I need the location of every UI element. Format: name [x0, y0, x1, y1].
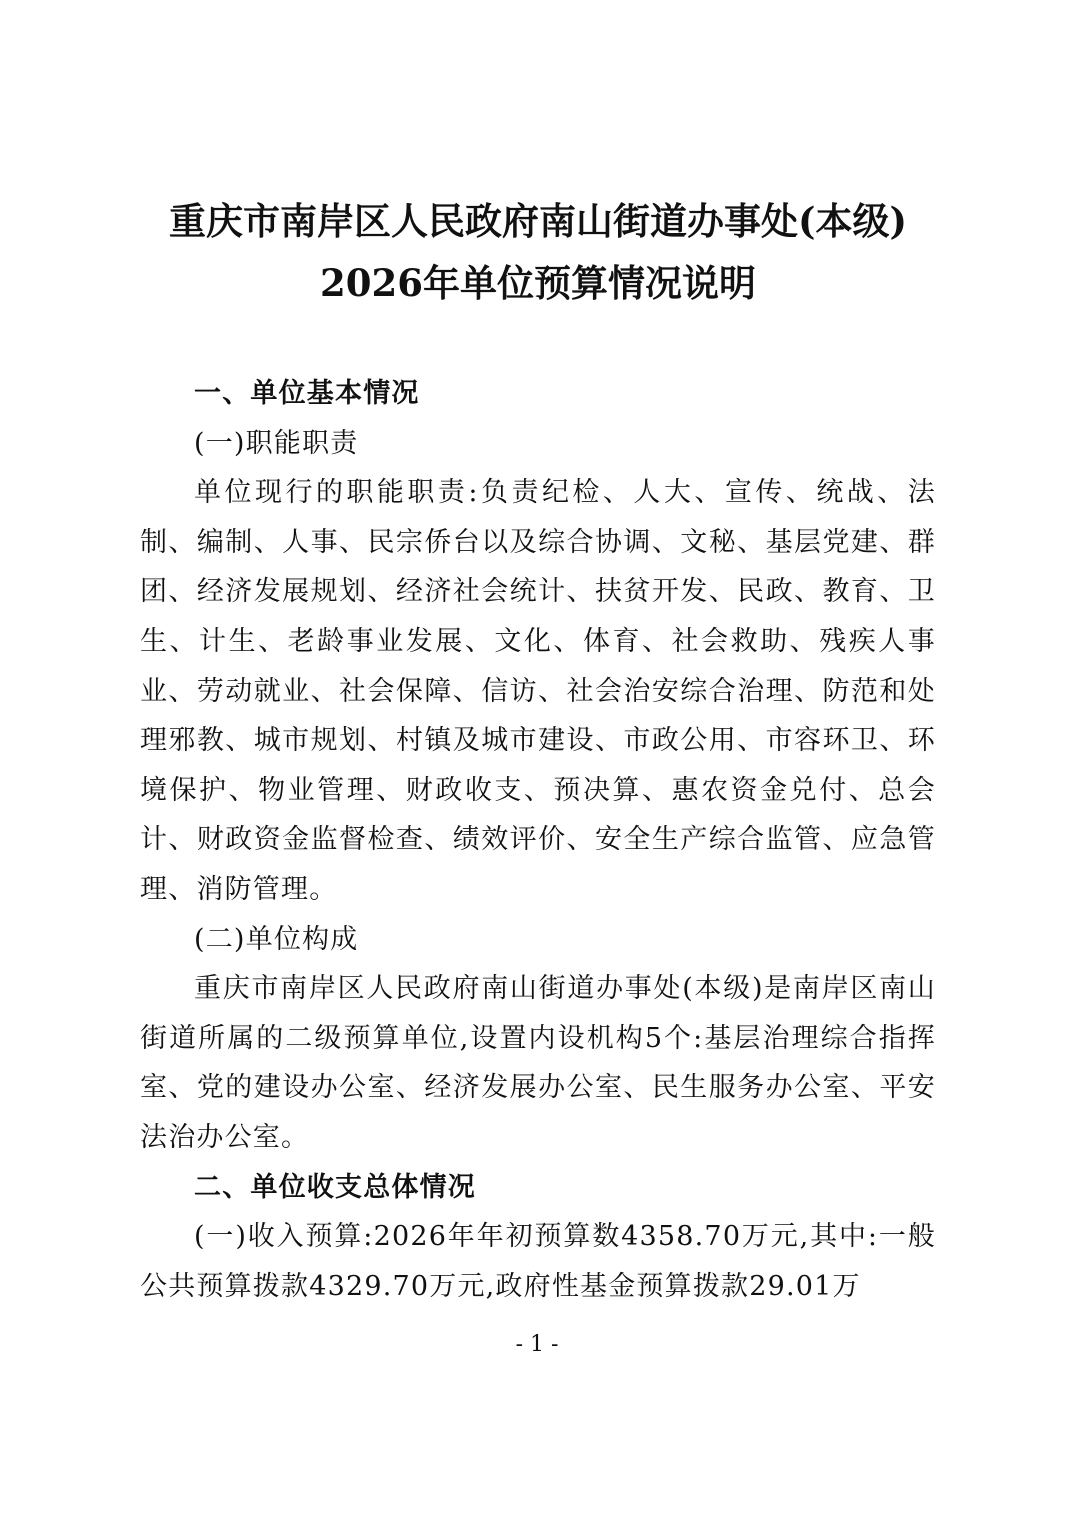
section-heading-budget-overview: 二、单位收支总体情况 [194, 1171, 476, 1203]
paragraph-income-budget: (一)收入预算:2026年年初预算数4358.70万元,其中:一般公共预算拨款4329.70万元,政府性基金预算拨款29.01万 [140, 1221, 936, 1302]
section-heading-basic-info: 一、单位基本情况 [194, 378, 420, 409]
title-line-2: 2026年单位预算情况说明 [320, 261, 756, 305]
document-body [140, 369, 936, 1311]
title-line-1: 重庆市南岸区人民政府南山街道办事处(本级) [168, 199, 907, 243]
subheading-duties: (一)职能职责 [194, 427, 359, 459]
paragraph-composition: 重庆市南岸区人民政府南山街道办事处(本级)是南岸区南山街道所属的二级预算单位,设置内设机构5个:基层治理综合指挥室、党的建设办公室、经济发展办公室、民生服务办公室、平安法治办公室。 [140, 973, 936, 1153]
document-page [140, 190, 936, 1311]
page-number: - 1 - [515, 1332, 559, 1357]
paragraph-duties: 单位现行的职能职责:负责纪检、人大、宣传、统战、法制、编制、人事、民宗侨台以及综合协调、文秘、基层党建、群团、经济发展规划、经济社会统计、扶贫开发、民政、教育、卫生、计生、老龄事业发展、文化、体育、社会救助、残疾人事业、劳动就业、社会保障、信访、社会治安综合治理、防范和处理邪教、城市规划、村镇及城市建设、市政公用、市容环卫、环境保护、物业管理、财政收支、预决算、惠农资金兑付、总会计、财政资金监督检查、绩效评价、安全生产综合监管、应急管理、消防管理。 [140, 477, 936, 905]
subheading-composition: (二)单位构成 [194, 923, 359, 955]
document-title [140, 190, 936, 314]
